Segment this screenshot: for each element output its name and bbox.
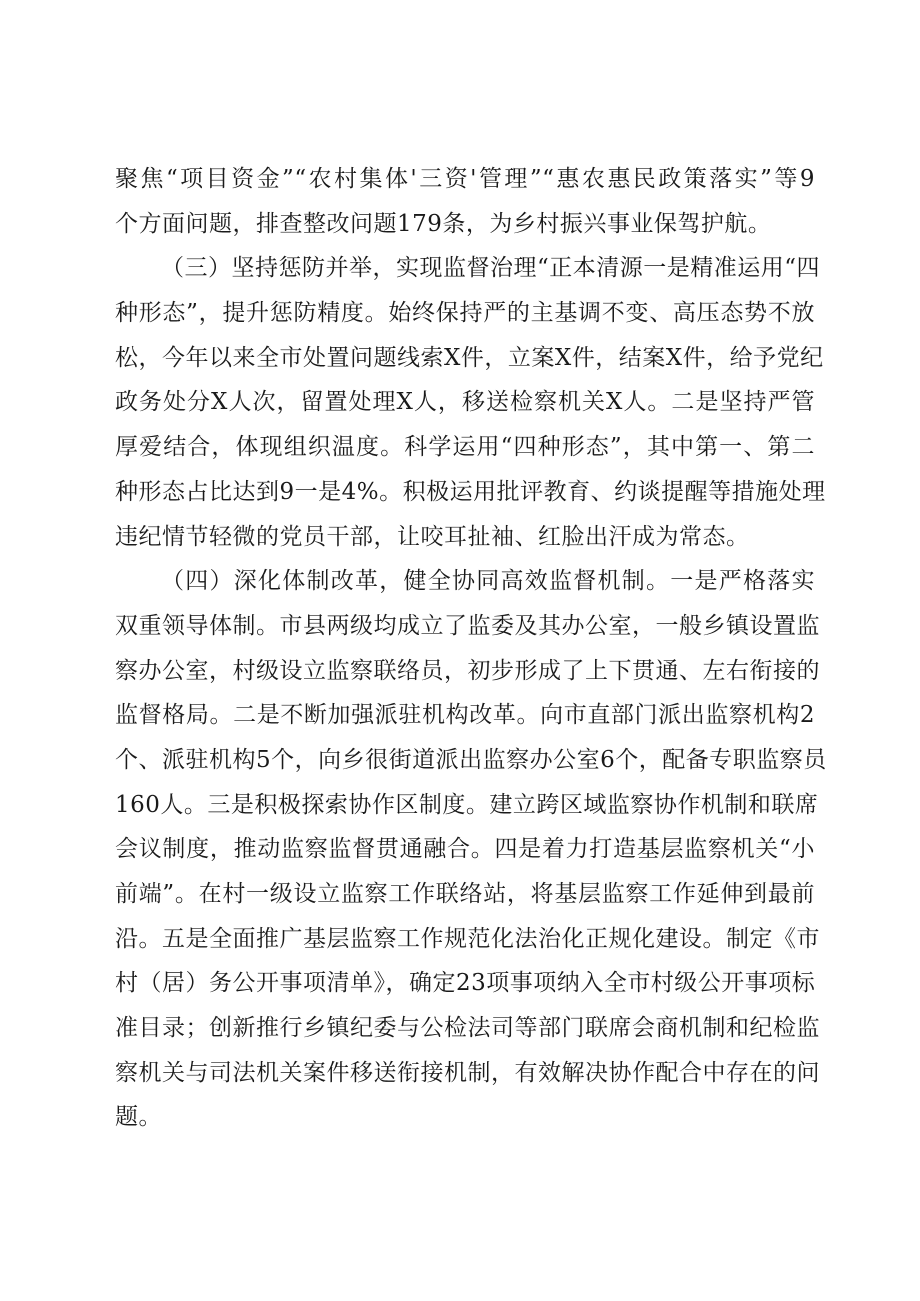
paragraph-line: （三）坚持惩防并举，实现监督治理“正本清源一是精准运用“四 xyxy=(161,255,821,282)
paragraph-line: 种形态”，提升惩防精度。始终保持严的主基调不变、高压态势不放 xyxy=(115,300,815,327)
body-text xyxy=(115,160,827,1143)
paragraph-line: 监督格局。二是不断加强派驻机构改革。向市直部门派出监察机构2 xyxy=(115,702,815,729)
paragraph-line: 个、派驻机构5个，向乡很街道派出监察办公室6个，配备专职监察员 xyxy=(115,746,827,773)
paragraph-line: 违纪情节轻微的党员干部，让咬耳扯袖、红脸出汗成为常态。 xyxy=(115,523,750,550)
paragraph-line: 前端”。在村一级设立监察工作联络站，将基层监察工作延伸到最前 xyxy=(115,881,815,907)
paragraph-line: 沿。五是全面推广基层监察工作规范化法治化正规化建设。制定《市 xyxy=(115,925,820,952)
paragraph-line: 松，今年以来全市处置问题线索X件，立案X件，结案X件，给予党纪 xyxy=(115,344,824,371)
paragraph-line: 双重领导体制。市县两级均成立了监委及其办公室，一般乡镇设置监 xyxy=(115,612,820,639)
paragraph-line: 察机关与司法机关案件移送衔接机制，有效解决协作配合中存在的问 xyxy=(115,1059,820,1086)
paragraph-line: 题。 xyxy=(115,1104,162,1131)
paragraph-line: 察办公室，村级设立监察联络员，初步形成了上下贯通、左右衔接的 xyxy=(115,657,820,684)
paragraph-line: 村（居）务公开事项清单》，确定23项事项纳入全市村级公开事项标 xyxy=(115,970,816,997)
paragraph-line: 厚爱结合，体现组织温度。科学运用“四种形态”，其中第一、第二 xyxy=(115,434,815,461)
paragraph-line: 种形态占比达到9一是4%。积极运用批评教育、约谈提醒等措施处理 xyxy=(115,478,826,505)
paragraph-line: 聚焦“项目资金”“农村集体'三资'管理”“惠农惠民政策落实”等9 xyxy=(115,166,815,192)
paragraph-line: 政务处分X人次，留置处理X人，移送检察机关X人。二是坚持严管 xyxy=(115,389,815,416)
paragraph-line: 个方面问题，排查整改问题179条，为乡村振兴事业保驾护航。 xyxy=(115,210,772,237)
paragraph-line: （四）深化体制改革，健全协同高效监督机制。一是严格落实 xyxy=(161,568,815,595)
paragraph-line: 准目录；创新推行乡镇纪委与公检法司等部门联席会商机制和纪检监 xyxy=(115,1015,820,1042)
paragraph-line: 会议制度，推动监察监督贯通融合。四是着力打造基层监察机关“小 xyxy=(115,836,815,863)
paragraph-line: 160人。三是积极探索协作区制度。建立跨区域监察协作机制和联席 xyxy=(115,791,819,818)
